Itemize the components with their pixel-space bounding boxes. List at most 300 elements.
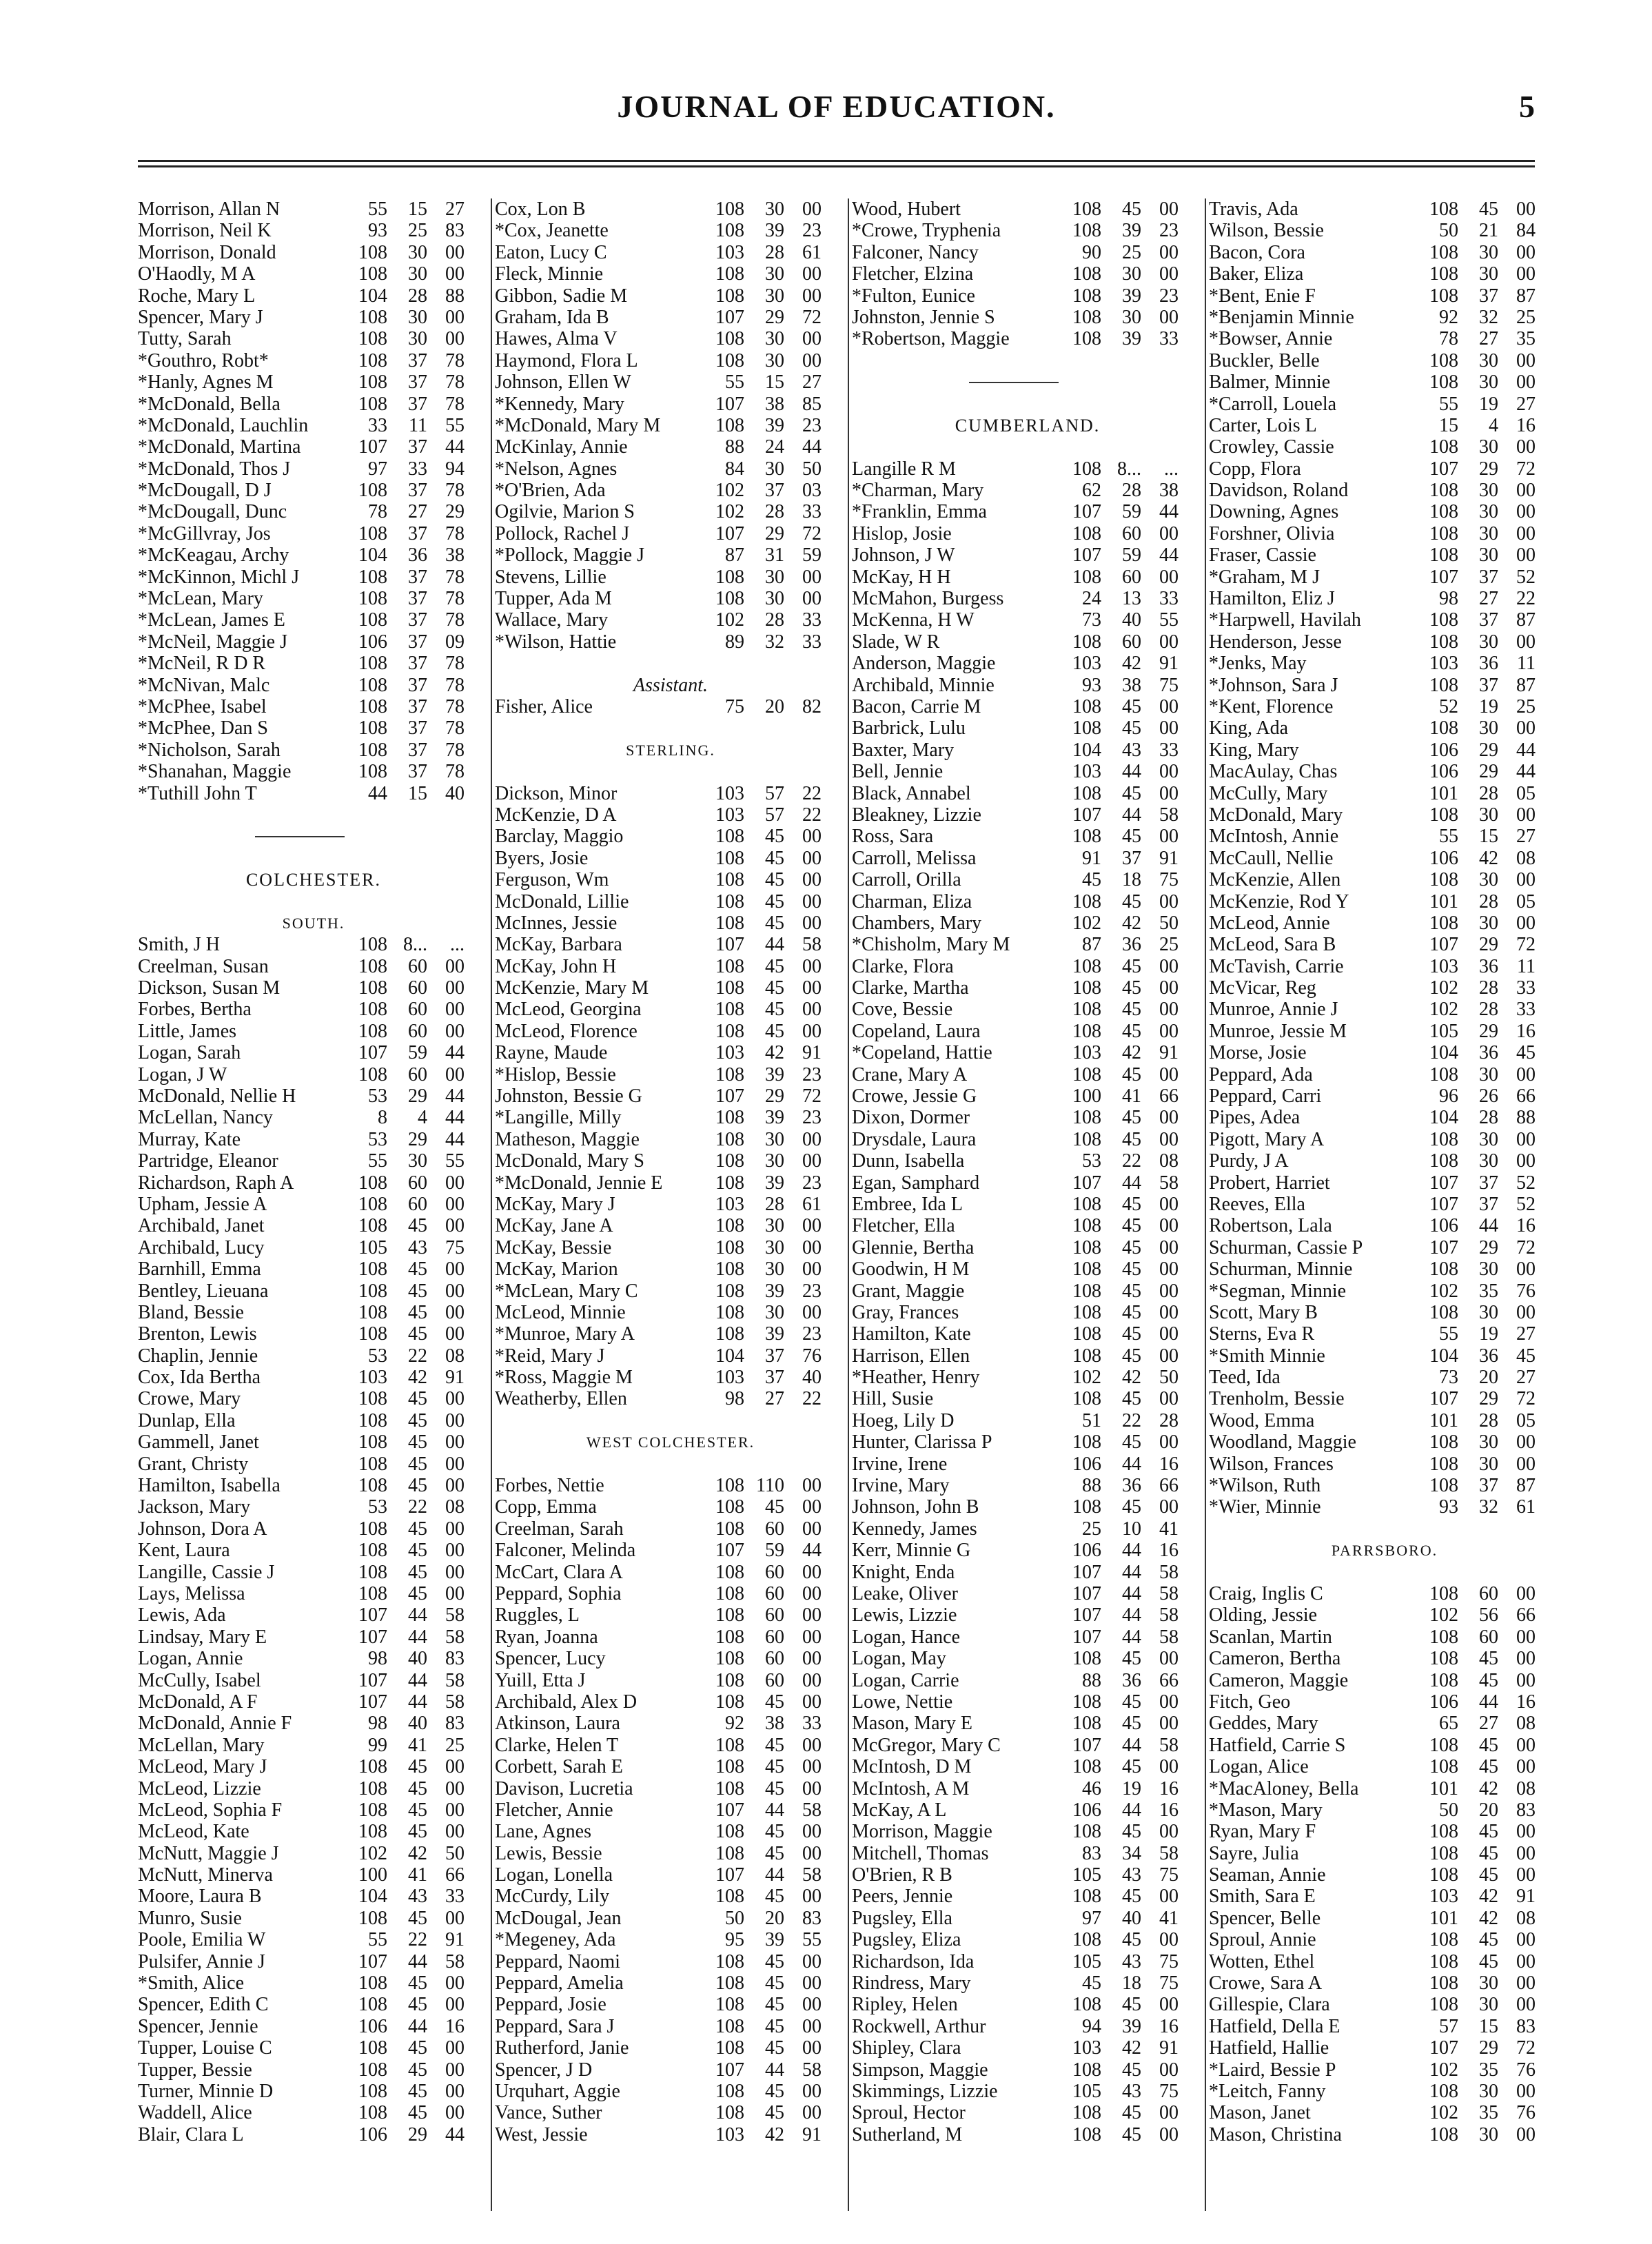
- grant-dollars: 45: [1479, 1756, 1498, 1778]
- days-taught: 107: [1429, 1193, 1458, 1215]
- grant-dollars: 44: [408, 1604, 427, 1626]
- list-row: [852, 1994, 1203, 2015]
- grant-cents: 91: [1159, 847, 1179, 869]
- grant-cents: 00: [1159, 717, 1179, 740]
- teacher-name: Hunter, Clarissa P: [852, 1431, 992, 1454]
- days-taught: 108: [358, 2102, 387, 2124]
- days-taught: 100: [358, 1864, 387, 1886]
- list-row: [495, 1929, 846, 1950]
- list-row: [495, 1129, 846, 1150]
- days-taught: 108: [715, 588, 744, 610]
- days-taught: 108: [358, 241, 387, 263]
- teacher-name: Baker, Eliza: [1209, 263, 1304, 285]
- grant-dollars: 30: [1479, 371, 1498, 394]
- grant-dollars: 110: [756, 1475, 784, 1497]
- list-row: [495, 804, 846, 826]
- days-taught: 107: [1072, 544, 1101, 567]
- list-row: [1209, 2016, 1560, 2037]
- teacher-name: McLeod, Minnie: [495, 1301, 626, 1323]
- list-row: [138, 1562, 489, 1583]
- grant-cents: 00: [802, 1236, 822, 1258]
- list-row: [852, 804, 1203, 826]
- grant-dollars: 39: [765, 1107, 784, 1129]
- grant-cents: 16: [1159, 1799, 1179, 1821]
- list-row: [495, 869, 846, 890]
- grant-cents: 00: [1516, 1950, 1536, 1972]
- list-row: [852, 1778, 1203, 1799]
- teacher-name: *Benjamin Minnie: [1209, 306, 1354, 328]
- grant-dollars: 45: [408, 1540, 427, 1562]
- days-taught: 108: [1429, 1994, 1458, 2016]
- days-taught: 108: [358, 1540, 387, 1562]
- days-taught: 89: [725, 631, 744, 653]
- grant-cents: 78: [445, 480, 465, 502]
- grant-dollars: 45: [1122, 717, 1141, 740]
- grant-cents: 91: [1516, 1886, 1536, 1908]
- list-row: [852, 1323, 1203, 1345]
- grant-dollars: 44: [1122, 1626, 1141, 1648]
- days-taught: 108: [715, 1215, 744, 1237]
- section-heading: COLCHESTER.: [245, 870, 382, 890]
- grant-dollars: 30: [1479, 1994, 1498, 2016]
- list-row: [138, 1691, 489, 1713]
- list-row: [138, 1670, 489, 1691]
- grant-dollars: 43: [1122, 2080, 1141, 2102]
- days-taught: 108: [715, 1972, 744, 1995]
- grant-cents: 55: [445, 414, 465, 436]
- list-row: [495, 977, 846, 999]
- grant-cents: 16: [1516, 414, 1536, 436]
- days-taught: 106: [358, 2123, 387, 2145]
- grant-cents: 72: [1516, 458, 1536, 480]
- grant-dollars: 40: [408, 1648, 427, 1670]
- list-row: [1209, 2037, 1560, 2059]
- grant-dollars: 35: [1479, 2059, 1498, 2081]
- teacher-name: *Megeney, Ada: [495, 1929, 616, 1951]
- grant-cents: 87: [1516, 674, 1536, 696]
- grant-dollars: 27: [408, 501, 427, 523]
- list-row: [495, 999, 846, 1020]
- list-row: [852, 1626, 1203, 1648]
- teacher-name: Carroll, Melissa: [852, 847, 977, 869]
- grant-dollars: 30: [765, 263, 784, 285]
- grant-cents: 00: [1159, 1388, 1179, 1410]
- grant-cents: 00: [802, 1777, 822, 1799]
- grant-cents: 87: [1516, 1475, 1536, 1497]
- grant-cents: 58: [802, 934, 822, 956]
- days-taught: 55: [368, 1150, 387, 1172]
- grant-dollars: 60: [408, 1063, 427, 1085]
- list-row: [138, 1215, 489, 1236]
- teacher-name: Harrison, Ellen: [852, 1345, 970, 1367]
- days-taught: 108: [715, 414, 744, 436]
- days-taught: 103: [715, 2123, 744, 2145]
- grant-dollars: 40: [408, 1713, 427, 1735]
- grant-dollars: 30: [1479, 1453, 1498, 1475]
- days-taught: 105: [1072, 1864, 1101, 1886]
- days-taught: 104: [715, 1345, 744, 1367]
- days-taught: 108: [715, 977, 744, 999]
- grant-cents: 33: [802, 1713, 822, 1735]
- days-taught: 99: [368, 1734, 387, 1756]
- grant-dollars: 60: [1122, 566, 1141, 588]
- list-row: [1209, 1454, 1560, 1475]
- teacher-name: Hoeg, Lily D: [852, 1409, 955, 1431]
- list-row: [1209, 307, 1560, 328]
- list-row: [852, 1258, 1203, 1280]
- teacher-name: Crowe, Mary: [138, 1388, 241, 1410]
- grant-dollars: 37: [1479, 1172, 1498, 1194]
- days-taught: 106: [1429, 761, 1458, 783]
- days-taught: 108: [1072, 717, 1101, 740]
- grant-dollars: 45: [408, 2059, 427, 2081]
- grant-cents: 22: [1516, 588, 1536, 610]
- teacher-name: Turner, Minnie D: [138, 2080, 274, 2102]
- grant-cents: 78: [445, 717, 465, 740]
- grant-dollars: 45: [1122, 1020, 1141, 1042]
- grant-cents: 00: [445, 1453, 465, 1475]
- grant-cents: 00: [1159, 1258, 1179, 1281]
- teacher-name: Dunlap, Ella: [138, 1409, 236, 1431]
- teacher-name: Clarke, Martha: [852, 977, 969, 999]
- teacher-name: Seaman, Annie: [1209, 1864, 1326, 1886]
- teacher-name: McKenzie, D A: [495, 804, 617, 826]
- days-taught: 108: [358, 1518, 387, 1540]
- grant-cents: 72: [1516, 1236, 1536, 1258]
- teacher-name: Archibald, Minnie: [852, 674, 995, 696]
- teacher-name: McKenzie, Mary M: [495, 977, 649, 999]
- grant-dollars: 42: [1479, 847, 1498, 869]
- list-row: [1209, 1172, 1560, 1194]
- teacher-name: Slade, W R: [852, 631, 940, 653]
- days-taught: 96: [1439, 1085, 1458, 1108]
- days-taught: 98: [368, 1713, 387, 1735]
- days-taught: 108: [358, 1215, 387, 1237]
- teacher-name: McCaull, Nellie: [1209, 847, 1334, 869]
- list-row: [1209, 1475, 1560, 1496]
- grant-cents: 00: [1516, 436, 1536, 458]
- list-row: [852, 588, 1203, 609]
- teacher-name: Carter, Lois L: [1209, 414, 1317, 436]
- teacher-name: McKay, H H: [852, 566, 951, 588]
- days-taught: 108: [715, 1669, 744, 1691]
- teacher-name: McDonald, A F: [138, 1691, 258, 1713]
- days-taught: 44: [368, 782, 387, 804]
- grant-dollars: 37: [408, 631, 427, 653]
- days-taught: 108: [1429, 609, 1458, 631]
- list-row: [495, 1972, 846, 1994]
- days-taught: 103: [1072, 653, 1101, 675]
- grant-dollars: 45: [765, 1994, 784, 2016]
- list-row: [1209, 1799, 1560, 1821]
- grant-dollars: 60: [1122, 631, 1141, 653]
- teacher-name: Goodwin, H M: [852, 1258, 970, 1281]
- teacher-name: Olding, Jessie: [1209, 1604, 1318, 1626]
- days-taught: 107: [358, 1626, 387, 1648]
- list-row: [138, 1107, 489, 1128]
- days-taught: 108: [715, 2015, 744, 2037]
- teacher-name: Pipes, Adea: [1209, 1107, 1301, 1129]
- grant-dollars: 45: [408, 1799, 427, 1821]
- teacher-name: Logan, Hance: [852, 1626, 961, 1648]
- teacher-name: Gray, Frances: [852, 1301, 959, 1323]
- grant-dollars: 45: [1122, 695, 1141, 717]
- teacher-name: Peppard, Josie: [495, 1994, 606, 2016]
- list-row: [495, 1518, 846, 1540]
- grant-cents: 00: [802, 1626, 822, 1648]
- grant-cents: 78: [445, 653, 465, 675]
- grant-cents: 72: [1516, 1388, 1536, 1410]
- list-row: [138, 675, 489, 696]
- list-row: [852, 1150, 1203, 1172]
- grant-dollars: 39: [1122, 2015, 1141, 2037]
- days-taught: 102: [715, 501, 744, 523]
- teacher-name: Munroe, Jessie M: [1209, 1020, 1347, 1042]
- days-taught: 108: [358, 1972, 387, 1995]
- days-taught: 78: [1439, 328, 1458, 350]
- teacher-name: Fletcher, Ella: [852, 1215, 955, 1237]
- grant-dollars: 30: [765, 349, 784, 371]
- grant-dollars: 44: [1122, 1734, 1141, 1756]
- days-taught: 15: [1439, 414, 1458, 436]
- teacher-name: Teed, Ida: [1209, 1367, 1281, 1389]
- teacher-name: Poole, Emilia W: [138, 1929, 266, 1951]
- grant-cents: 58: [1159, 1626, 1179, 1648]
- grant-cents: 00: [1516, 241, 1536, 263]
- grant-dollars: 45: [765, 826, 784, 848]
- grant-cents: 83: [1516, 1799, 1536, 1821]
- list-row: [852, 1215, 1203, 1236]
- grant-cents: 00: [1159, 826, 1179, 848]
- grant-cents: 22: [802, 804, 822, 826]
- grant-dollars: 30: [1479, 1431, 1498, 1454]
- teacher-name: Hamilton, Kate: [852, 1323, 971, 1345]
- grant-dollars: 32: [1479, 1496, 1498, 1518]
- list-row: [495, 1864, 846, 1886]
- teacher-name: Johnson, J W: [852, 544, 955, 567]
- grant-cents: 03: [802, 480, 822, 502]
- column-2: [495, 198, 846, 2145]
- days-taught: 33: [368, 414, 387, 436]
- days-taught: 108: [1072, 328, 1101, 350]
- grant-cents: 58: [445, 1669, 465, 1691]
- teacher-name: *Kent, Florence: [1209, 695, 1334, 717]
- grant-dollars: 45: [765, 890, 784, 912]
- list-row: [138, 1886, 489, 1907]
- grant-cents: 58: [1159, 1842, 1179, 1864]
- teacher-name: Fraser, Cassie: [1209, 544, 1316, 567]
- grant-cents: 00: [1516, 2123, 1536, 2145]
- days-taught: 107: [1072, 804, 1101, 826]
- grant-dollars: 22: [1122, 1150, 1141, 1172]
- grant-cents: 23: [802, 1063, 822, 1085]
- list-row: [852, 501, 1203, 522]
- list-row: [495, 1150, 846, 1172]
- grant-cents: 78: [445, 761, 465, 783]
- days-taught: 108: [715, 1886, 744, 1908]
- days-taught: 108: [1429, 804, 1458, 826]
- days-taught: 103: [715, 782, 744, 804]
- grant-dollars: 37: [1479, 1475, 1498, 1497]
- days-taught: 108: [358, 1409, 387, 1431]
- grant-cents: 75: [1159, 2080, 1179, 2102]
- grant-cents: 00: [445, 1994, 465, 2016]
- days-taught: 62: [1082, 480, 1101, 502]
- grant-cents: 76: [802, 1345, 822, 1367]
- days-taught: 108: [358, 328, 387, 350]
- grant-dollars: 40: [1122, 609, 1141, 631]
- days-taught: 107: [1429, 458, 1458, 480]
- teacher-name: Embree, Ida L: [852, 1193, 963, 1215]
- days-taught: 108: [358, 934, 387, 956]
- list-row: [1209, 1648, 1560, 1669]
- teacher-name: Gillespie, Clara: [1209, 1994, 1330, 2016]
- grant-cents: 00: [445, 1215, 465, 1237]
- list-row: [138, 717, 489, 739]
- grant-cents: 52: [1516, 1172, 1536, 1194]
- grant-dollars: 45: [408, 1972, 427, 1995]
- teacher-name: *Hanly, Agnes M: [138, 371, 274, 394]
- list-row: [138, 1496, 489, 1518]
- section-separator: [852, 371, 1203, 393]
- days-taught: 46: [1082, 1777, 1101, 1799]
- days-taught: 108: [358, 263, 387, 285]
- grant-dollars: 59: [1122, 501, 1141, 523]
- teacher-name: Ryan, Mary F: [1209, 1821, 1316, 1843]
- days-taught: 108: [715, 890, 744, 912]
- grant-dollars: 37: [408, 522, 427, 544]
- grant-cents: 00: [1159, 2102, 1179, 2124]
- column-3: [852, 198, 1203, 2145]
- list-row: [495, 1215, 846, 1236]
- grant-cents: 55: [445, 1150, 465, 1172]
- days-taught: 107: [358, 1604, 387, 1626]
- list-row: [138, 1194, 489, 1215]
- blank-line: [495, 717, 846, 739]
- grant-cents: 00: [1159, 2059, 1179, 2081]
- days-taught: 108: [1072, 2123, 1101, 2145]
- days-taught: 107: [1072, 1626, 1101, 1648]
- blank-line: [138, 891, 489, 912]
- days-taught: 103: [715, 1193, 744, 1215]
- grant-dollars: 22: [408, 1929, 427, 1951]
- grant-dollars: 44: [1122, 1561, 1141, 1583]
- days-taught: 108: [1072, 1301, 1101, 1323]
- teacher-name: Matheson, Maggie: [495, 1128, 640, 1150]
- days-taught: 108: [1429, 241, 1458, 263]
- grant-dollars: 39: [765, 1929, 784, 1951]
- grant-cents: 94: [445, 458, 465, 480]
- list-row: [1209, 956, 1560, 977]
- grant-dollars: 45: [408, 1907, 427, 1929]
- list-row: [138, 1064, 489, 1085]
- days-taught: 108: [1429, 1950, 1458, 1972]
- days-taught: 108: [715, 1258, 744, 1281]
- list-row: [852, 1518, 1203, 1540]
- teacher-name: McCart, Clara A: [495, 1561, 623, 1583]
- list-row: [1209, 1886, 1560, 1907]
- list-row: [852, 675, 1203, 696]
- grant-dollars: 19: [1479, 1323, 1498, 1345]
- grant-dollars: 45: [765, 1691, 784, 1713]
- grant-dollars: 37: [408, 393, 427, 415]
- teacher-name: Wilson, Bessie: [1209, 220, 1324, 242]
- teacher-name: McLeod, Florence: [495, 1020, 638, 1042]
- days-taught: 108: [1429, 1301, 1458, 1323]
- grant-dollars: 45: [1122, 1496, 1141, 1518]
- grant-cents: 00: [802, 198, 822, 220]
- grant-cents: 00: [445, 1799, 465, 1821]
- teacher-name: Hamilton, Isabella: [138, 1475, 281, 1497]
- grant-cents: 00: [1516, 1431, 1536, 1454]
- teacher-name: Henderson, Jesse: [1209, 631, 1342, 653]
- grant-cents: 00: [802, 2102, 822, 2124]
- grant-cents: 55: [802, 1929, 822, 1951]
- teacher-name: *Smith, Alice: [138, 1972, 244, 1995]
- grant-cents: 33: [802, 501, 822, 523]
- teacher-name: Copp, Emma: [495, 1496, 597, 1518]
- grant-cents: 87: [1516, 285, 1536, 307]
- grant-cents: 44: [802, 1540, 822, 1562]
- grant-cents: 22: [802, 1388, 822, 1410]
- days-taught: 102: [715, 609, 744, 631]
- days-taught: 108: [715, 2037, 744, 2059]
- days-taught: 101: [1429, 782, 1458, 804]
- grant-cents: 00: [1159, 306, 1179, 328]
- grant-dollars: 45: [408, 1475, 427, 1497]
- grant-dollars: 45: [1122, 1323, 1141, 1345]
- days-taught: 103: [1429, 955, 1458, 977]
- grant-dollars: 30: [1479, 1258, 1498, 1281]
- teacher-name: Pulsifer, Annie J: [138, 1950, 265, 1972]
- teacher-name: *Fulton, Eunice: [852, 285, 975, 307]
- teacher-name: Ryan, Joanna: [495, 1626, 598, 1648]
- grant-dollars: 45: [1122, 1301, 1141, 1323]
- days-taught: 107: [715, 522, 744, 544]
- section-heading: SOUTH.: [282, 914, 345, 932]
- teacher-name: *Shanahan, Maggie: [138, 761, 292, 783]
- list-row: [852, 999, 1203, 1020]
- list-row: [495, 350, 846, 371]
- list-row: [138, 631, 489, 653]
- list-row: [852, 891, 1203, 912]
- list-row: [495, 1691, 846, 1713]
- grant-cents: 78: [445, 674, 465, 696]
- blank-line: [852, 436, 1203, 458]
- grant-dollars: 60: [765, 1583, 784, 1604]
- grant-cents: 91: [445, 1367, 465, 1389]
- grant-dollars: 39: [765, 1172, 784, 1194]
- grant-dollars: 37: [408, 480, 427, 502]
- list-row: [138, 1150, 489, 1172]
- days-taught: 108: [715, 1323, 744, 1345]
- grant-cents: 76: [1516, 1280, 1536, 1302]
- grant-dollars: 45: [408, 1301, 427, 1323]
- days-taught: 24: [1082, 588, 1101, 610]
- days-taught: 107: [1429, 1388, 1458, 1410]
- grant-cents: 45: [1516, 1345, 1536, 1367]
- blank-line: [852, 394, 1203, 415]
- days-taught: 108: [1429, 501, 1458, 523]
- grant-cents: 00: [802, 285, 822, 307]
- teacher-name: Pigott, Mary A: [1209, 1128, 1325, 1150]
- list-row: [495, 242, 846, 263]
- grant-dollars: 30: [408, 263, 427, 285]
- grant-cents: 40: [802, 1367, 822, 1389]
- days-taught: 87: [1082, 934, 1101, 956]
- days-taught: 103: [1072, 761, 1101, 783]
- days-taught: 101: [1429, 890, 1458, 912]
